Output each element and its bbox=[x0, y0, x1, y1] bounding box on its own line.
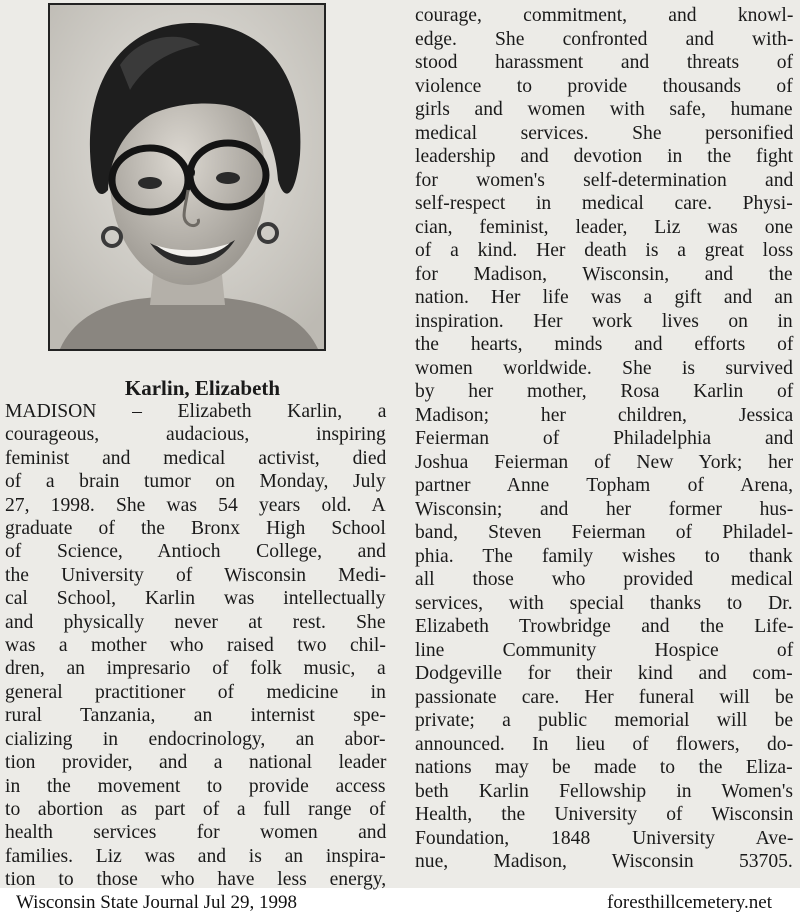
portrait-photo bbox=[48, 3, 326, 351]
text-line: phia. The family wishes to thank bbox=[415, 545, 793, 567]
text-line: health services for women and bbox=[5, 822, 387, 844]
text-line: nations may be made to the Eliza- bbox=[415, 757, 793, 778]
source-caption: Wisconsin State Journal Jul 29, 1998 bbox=[16, 892, 298, 913]
text-line: violence to provide thousands of bbox=[415, 75, 793, 97]
text-line: cal School, Karlin was intellectually bbox=[5, 588, 386, 610]
text-line: courage, commitment, and knowl- bbox=[415, 5, 794, 26]
text-line: women worldwide. She is survived bbox=[415, 357, 793, 379]
text-line: rural Tanzania, an internist spe- bbox=[5, 705, 386, 727]
text-line: Foundation, 1848 University Ave- bbox=[415, 827, 794, 849]
text-line: Madison; her children, Jessica bbox=[415, 404, 794, 426]
text-line: the hearts, minds and efforts of bbox=[415, 334, 794, 355]
text-line: inspiration. Her work lives on in bbox=[415, 310, 793, 332]
text-line: nue, Madison, Wisconsin 53705. bbox=[415, 851, 793, 872]
text-line: 27, 1998. She was 54 years old. A bbox=[5, 494, 386, 516]
text-line: MADISON – Elizabeth Karlin, a bbox=[5, 401, 387, 422]
text-line: Wisconsin; and her former hus- bbox=[415, 498, 794, 520]
text-line: announced. In lieu of flowers, do- bbox=[415, 733, 794, 755]
text-line: nation. Her life was a gift and an bbox=[415, 287, 793, 308]
obituary-headline: Karlin, Elizabeth bbox=[124, 376, 281, 400]
text-line: partner Anne Topham of Arena, bbox=[415, 475, 794, 496]
portrait-illustration bbox=[50, 5, 324, 349]
text-line: for women's self-determination and bbox=[415, 169, 794, 191]
text-line: edge. She confronted and with- bbox=[415, 28, 794, 50]
text-line: of a kind. Her death is a great loss bbox=[415, 240, 794, 261]
text-line: private; a public memorial will be bbox=[415, 710, 794, 731]
text-line: tion to those who have less energy, bbox=[5, 869, 387, 891]
text-line: stood harassment and threats of bbox=[415, 52, 794, 73]
text-line: of a brain tumor on Monday, July bbox=[5, 471, 386, 493]
text-line: feminist and medical activist, died bbox=[5, 447, 387, 469]
text-line: line Community Hospice of bbox=[415, 639, 794, 661]
text-line: by her mother, Rosa Karlin of bbox=[415, 381, 794, 402]
left-column bbox=[0, 0, 405, 891]
text-line: was a mother who raised two chil- bbox=[5, 635, 386, 657]
text-line: graduate of the Bronx High School bbox=[5, 518, 386, 540]
text-line: courageous, audacious, inspiring bbox=[5, 424, 386, 446]
text-line: band, Steven Feierman of Philadel- bbox=[415, 522, 793, 543]
text-line: general practitioner of medicine in bbox=[5, 681, 386, 703]
text-line: of Science, Antioch College, and bbox=[5, 541, 386, 563]
text-line: passionate care. Her funeral will be bbox=[415, 686, 794, 708]
text-line: and physically never at rest. She bbox=[5, 611, 386, 633]
text-line: self-respect in medical care. Physi- bbox=[415, 193, 793, 214]
text-line: cian, feminist, leader, Liz was one bbox=[415, 216, 793, 238]
text-line: all those who provided medical bbox=[415, 569, 793, 590]
text-line: Health, the University of Wisconsin bbox=[415, 804, 794, 825]
text-line: Joshua Feierman of New York; her bbox=[415, 451, 794, 473]
text-line: Feierman of Philadelphia and bbox=[415, 428, 794, 449]
text-line: in the movement to provide access bbox=[5, 775, 386, 797]
text-line: beth Karlin Fellowship in Women's bbox=[415, 780, 793, 802]
right-column bbox=[405, 0, 800, 888]
text-line: leadership and devotion in the fight bbox=[415, 146, 794, 167]
obituary-body-left bbox=[5, 400, 386, 892]
obituary-body-right bbox=[415, 4, 793, 874]
text-line: the University of Wisconsin Medi- bbox=[5, 564, 387, 586]
text-line: medical services. She personified bbox=[415, 122, 794, 144]
text-line: Dodgeville for their kind and com- bbox=[415, 663, 793, 684]
text-line: to abortion as part of a full range of bbox=[5, 798, 386, 820]
text-line: tion provider, and a national leader bbox=[5, 752, 387, 774]
text-line: girls and women with safe, humane bbox=[415, 99, 793, 120]
text-line: for Madison, Wisconsin, and the bbox=[415, 263, 793, 285]
site-caption: foresthillcemetery.net bbox=[607, 892, 772, 913]
text-line: services, with special thanks to Dr. bbox=[415, 592, 793, 614]
text-line: cializing in endocrinology, an abor- bbox=[5, 728, 386, 750]
text-line: Elizabeth Trowbridge and the Life- bbox=[415, 616, 794, 637]
text-line: dren, an impresario of folk music, a bbox=[5, 658, 386, 680]
text-line: families. Liz was and is an inspira- bbox=[5, 845, 386, 867]
